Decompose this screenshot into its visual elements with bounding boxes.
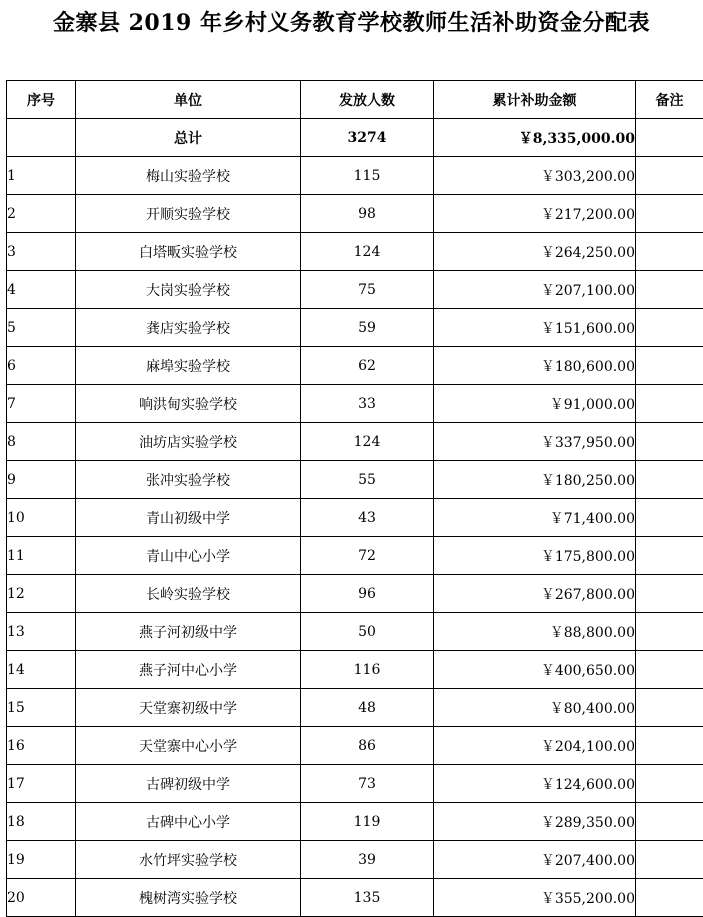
table-row xyxy=(7,803,703,841)
row-note xyxy=(636,613,703,651)
row-note xyxy=(636,499,703,537)
row-unit: 青山初级中学 xyxy=(76,499,301,537)
row-no: 2 xyxy=(7,195,76,233)
row-count: 119 xyxy=(301,803,434,841)
row-note xyxy=(636,537,703,575)
table-header-row xyxy=(7,81,703,119)
row-no: 13 xyxy=(7,613,76,651)
row-unit: 梅山实验学校 xyxy=(76,157,301,195)
row-no: 15 xyxy=(7,689,76,727)
row-amount: ￥217,200.00 xyxy=(434,195,636,233)
row-count: 43 xyxy=(301,499,434,537)
row-amount: ￥355,200.00 xyxy=(434,879,636,917)
table-row xyxy=(7,879,703,917)
table-row xyxy=(7,157,703,195)
row-amount: ￥175,800.00 xyxy=(434,537,636,575)
row-no: 9 xyxy=(7,461,76,499)
row-no: 17 xyxy=(7,765,76,803)
table-row xyxy=(7,309,703,347)
header-amount: 累计补助金额 xyxy=(434,81,636,119)
row-no: 6 xyxy=(7,347,76,385)
row-amount: ￥180,600.00 xyxy=(434,347,636,385)
table-row xyxy=(7,651,703,689)
row-unit: 燕子河初级中学 xyxy=(76,613,301,651)
row-unit: 白塔畈实验学校 xyxy=(76,233,301,271)
row-count: 55 xyxy=(301,461,434,499)
row-amount: ￥204,100.00 xyxy=(434,727,636,765)
table-body xyxy=(7,81,703,917)
row-count: 124 xyxy=(301,233,434,271)
row-amount: ￥71,400.00 xyxy=(434,499,636,537)
row-no: 14 xyxy=(7,651,76,689)
row-unit: 天堂寨中心小学 xyxy=(76,727,301,765)
row-amount: ￥267,800.00 xyxy=(434,575,636,613)
row-count: 98 xyxy=(301,195,434,233)
row-unit: 水竹坪实验学校 xyxy=(76,841,301,879)
row-unit: 麻埠实验学校 xyxy=(76,347,301,385)
row-count: 72 xyxy=(301,537,434,575)
header-note: 备注 xyxy=(636,81,703,119)
table-row xyxy=(7,271,703,309)
row-no: 10 xyxy=(7,499,76,537)
row-note xyxy=(636,461,703,499)
row-no: 16 xyxy=(7,727,76,765)
row-note xyxy=(636,803,703,841)
row-unit: 龚店实验学校 xyxy=(76,309,301,347)
row-no: 12 xyxy=(7,575,76,613)
table-row xyxy=(7,613,703,651)
table-row xyxy=(7,347,703,385)
header-count: 发放人数 xyxy=(301,81,434,119)
row-amount: ￥91,000.00 xyxy=(434,385,636,423)
row-amount: ￥88,800.00 xyxy=(434,613,636,651)
total-note-cell xyxy=(636,119,703,157)
row-no: 11 xyxy=(7,537,76,575)
row-amount: ￥400,650.00 xyxy=(434,651,636,689)
total-count: 3274 xyxy=(301,119,434,157)
row-count: 39 xyxy=(301,841,434,879)
row-no: 20 xyxy=(7,879,76,917)
row-note xyxy=(636,309,703,347)
row-count: 62 xyxy=(301,347,434,385)
row-note xyxy=(636,271,703,309)
row-note xyxy=(636,727,703,765)
row-note xyxy=(636,233,703,271)
row-amount: ￥124,600.00 xyxy=(434,765,636,803)
row-count: 96 xyxy=(301,575,434,613)
table-row xyxy=(7,689,703,727)
row-unit: 槐树湾实验学校 xyxy=(76,879,301,917)
row-note xyxy=(636,651,703,689)
row-amount: ￥264,250.00 xyxy=(434,233,636,271)
row-unit: 开顺实验学校 xyxy=(76,195,301,233)
row-count: 86 xyxy=(301,727,434,765)
document-title: 金寨县 2019 年乡村义务教育学校教师生活补助资金分配表 xyxy=(52,10,651,36)
row-note xyxy=(636,385,703,423)
allocation-table xyxy=(6,80,703,917)
row-count: 33 xyxy=(301,385,434,423)
row-count: 73 xyxy=(301,765,434,803)
row-note xyxy=(636,879,703,917)
table-row xyxy=(7,195,703,233)
row-no: 19 xyxy=(7,841,76,879)
table-row xyxy=(7,727,703,765)
row-count: 135 xyxy=(301,879,434,917)
row-note xyxy=(636,157,703,195)
table-row xyxy=(7,841,703,879)
total-row xyxy=(7,119,703,157)
row-no: 7 xyxy=(7,385,76,423)
row-count: 116 xyxy=(301,651,434,689)
total-label: 总计 xyxy=(76,119,301,157)
row-amount: ￥337,950.00 xyxy=(434,423,636,461)
row-count: 59 xyxy=(301,309,434,347)
row-amount: ￥207,400.00 xyxy=(434,841,636,879)
row-no: 1 xyxy=(7,157,76,195)
row-amount: ￥180,250.00 xyxy=(434,461,636,499)
row-count: 75 xyxy=(301,271,434,309)
row-unit: 古碑中心小学 xyxy=(76,803,301,841)
total-no-cell xyxy=(7,119,76,157)
table-row xyxy=(7,233,703,271)
row-count: 50 xyxy=(301,613,434,651)
row-count: 124 xyxy=(301,423,434,461)
row-amount: ￥207,100.00 xyxy=(434,271,636,309)
row-unit: 油坊店实验学校 xyxy=(76,423,301,461)
header-no: 序号 xyxy=(7,81,76,119)
row-unit: 燕子河中心小学 xyxy=(76,651,301,689)
row-unit: 天堂寨初级中学 xyxy=(76,689,301,727)
table-row xyxy=(7,423,703,461)
table-row xyxy=(7,537,703,575)
total-amount: ￥8,335,000.00 xyxy=(434,119,636,157)
row-note xyxy=(636,841,703,879)
row-no: 5 xyxy=(7,309,76,347)
row-amount: ￥151,600.00 xyxy=(434,309,636,347)
row-no: 4 xyxy=(7,271,76,309)
row-no: 18 xyxy=(7,803,76,841)
table-row xyxy=(7,461,703,499)
row-note xyxy=(636,423,703,461)
row-unit: 响洪甸实验学校 xyxy=(76,385,301,423)
table-row xyxy=(7,499,703,537)
table-row xyxy=(7,385,703,423)
row-amount: ￥289,350.00 xyxy=(434,803,636,841)
row-note xyxy=(636,689,703,727)
row-amount: ￥303,200.00 xyxy=(434,157,636,195)
table-row xyxy=(7,575,703,613)
table-row xyxy=(7,765,703,803)
row-count: 115 xyxy=(301,157,434,195)
row-count: 48 xyxy=(301,689,434,727)
header-unit: 单位 xyxy=(76,81,301,119)
row-unit: 大岗实验学校 xyxy=(76,271,301,309)
row-no: 3 xyxy=(7,233,76,271)
row-amount: ￥80,400.00 xyxy=(434,689,636,727)
row-unit: 青山中心小学 xyxy=(76,537,301,575)
row-no: 8 xyxy=(7,423,76,461)
row-note xyxy=(636,347,703,385)
row-unit: 长岭实验学校 xyxy=(76,575,301,613)
row-note xyxy=(636,575,703,613)
row-note xyxy=(636,195,703,233)
row-note xyxy=(636,765,703,803)
row-unit: 古碑初级中学 xyxy=(76,765,301,803)
row-unit: 张冲实验学校 xyxy=(76,461,301,499)
